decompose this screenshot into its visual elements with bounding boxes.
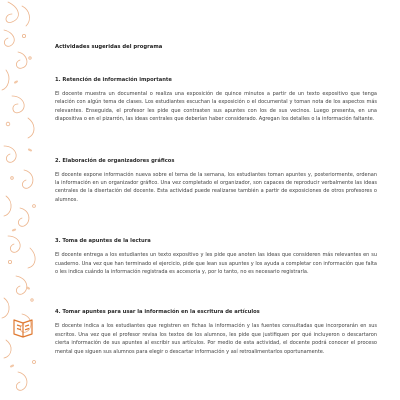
activity-section	[55, 158, 377, 205]
flourish-ornament	[0, 0, 46, 400]
activity-section	[55, 238, 377, 276]
document-content	[55, 44, 377, 356]
activity-section	[55, 309, 377, 356]
section-heading: 1. Retención de información importante	[55, 77, 172, 83]
book-icon	[14, 320, 32, 337]
section-body: El docente muestra un documental o realiza una exposición de quince minutos a partir de un texto expositivo que tenga relación con algún tema de clases. Los estudiantes escuchan la exposición o el documental y toman nota de los aspectos más relevantes. Enseguida, el profesor les pide que contrasten sus apuntes con los de sus vecinos. Luego presenta, en una diapositiva o en el pizarrón, las ideas centrales que deberían haber considerado. Agregan los detalles o la información faltante.	[55, 91, 377, 123]
section-body: El docente expone información nueva sobre el tema de la semana, los estudiantes toman apuntes y, posteriormente, ordenan la información en un organizador gráfico. Una vez completado el organizador, son capaces de reproducir verbalmente las ideas centrales de la disertación del docente. Esta actividad puede realizarse también a partir de exposiciones de otros profesores o alumnos.	[55, 171, 377, 203]
section-heading: 4. Tomar apuntes para usar la información en la escritura de artículos	[55, 309, 260, 316]
section-body: El docente indica a los estudiantes que registren en fichas la información y las fuentes consultadas que incorporarán en sus escritos. Una vez que el profesor revisa los textos de los alumnos, les pide que justifiquen por qué incluyeron o descartaron cierta información de sus apuntes al escribir sus artículos. Por medio de esta actividad, el docente podrá conocer el proceso mental que siguen sus alumnos para elegir o descartar información y así retroalimentarlos oportunamente.	[55, 323, 377, 355]
page-title: Actividades sugeridas del programa	[55, 44, 163, 50]
section-heading: 2. Elaboración de organizadores gráficos	[55, 157, 175, 164]
section-heading: 3. Toma de apuntes de la lectura	[55, 238, 151, 245]
activity-section	[55, 77, 377, 124]
section-body: El docente entrega a los estudiantes un texto expositivo y les pide que anoten las ideas que consideren más relevantes en su cuaderno. Una vez que han terminado el ejercicio, pide que lean sus apuntes y los ayuda a completar con información que falta o les indica cuándo la información registrada es accesoria y, por lo tanto, no es necesario registrarla.	[55, 252, 377, 276]
